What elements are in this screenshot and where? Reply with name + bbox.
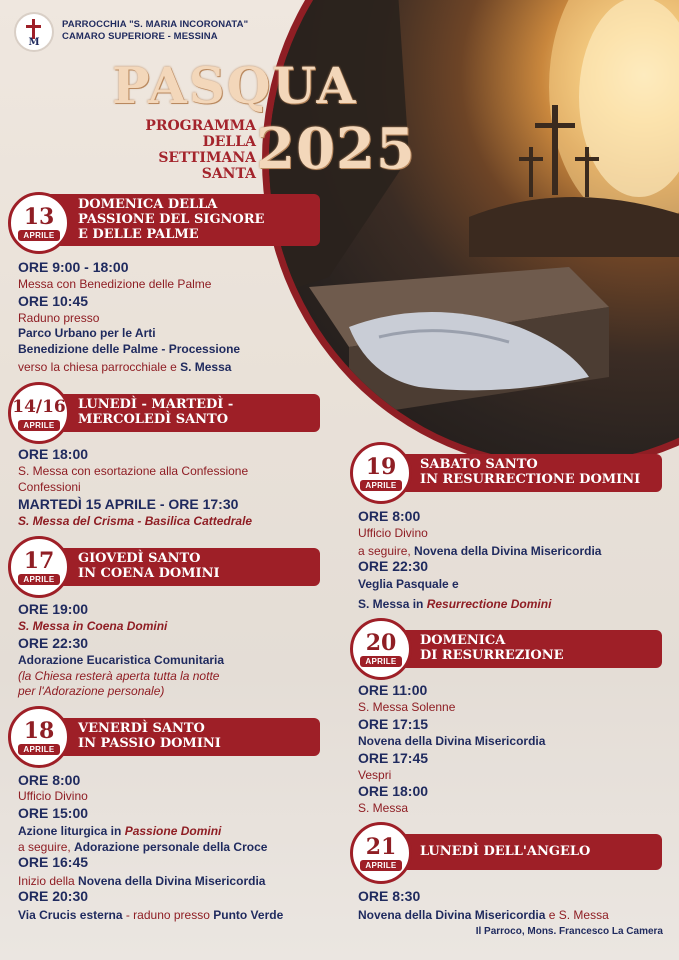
d19-time-2: ORE 22:30 [358,558,429,574]
d14-desc-1: S. Messa con esortazione alla Confessione [18,464,249,478]
day-18-month: APRILE [18,744,59,755]
d18-desc-2b: Passione Domini [124,824,222,838]
day-17-title [48,548,320,586]
d20-desc-4: S. Messa [358,801,409,815]
day-19-number: 19 [365,453,397,480]
subtitle [130,118,256,182]
day-13-title-line-3: E DELLE PALME [78,227,199,242]
d18-time-1: ORE 8:00 [18,772,81,788]
day-17-date-badge [8,536,70,598]
d18-desc-5a: Via Crucis esterna [18,908,123,922]
day-18-title-line-2: IN PASSIO DOMINI [78,736,221,751]
day-13-date-badge [8,192,70,254]
day-17-number: 17 [23,547,55,574]
parish-logo [14,12,54,52]
day-14-16-date-badge [8,382,70,444]
day-18-title [48,718,320,756]
day-20-date-badge [350,618,412,680]
d14-time-2: MARTEDÌ 15 APRILE - ORE 17:30 [18,496,239,512]
day-14-number: 14/16 [12,396,66,417]
d20-time-3: ORE 17:45 [358,750,429,766]
d19-time-1: ORE 8:00 [358,508,421,524]
d18-desc-3b: Adorazione personale della Croce [74,840,268,854]
day-13-month: APRILE [18,230,59,241]
d21-desc-1b: e S. Messa [545,908,609,922]
d21-desc-1a: Novena della Divina Misericordia [358,908,546,922]
day-14-title-line-2: MERCOLEDÌ SANTO [78,412,229,427]
subtitle-line-4: SANTA [201,166,256,182]
day-19-date-badge [350,442,412,504]
d17-desc-4: per l'Adorazione personale) [18,684,165,698]
d17-desc-3: (la Chiesa resterà aperta tutta la notte [18,669,220,683]
d13-desc-2: Raduno presso [18,311,100,325]
parish-line-1: PARROCCHIA "S. MARIA INCORONATA" [62,19,249,30]
d18-desc-3a: a seguire, [18,840,75,854]
title-year: 2025 [256,116,416,182]
d20-desc-3: Vespri [358,768,392,782]
d19-desc-4b: Resurrectione Domini [426,597,552,611]
day-13-title [48,194,320,246]
d20-time-1: ORE 11:00 [358,682,428,698]
parish-name [62,19,248,43]
d18-desc-1: Ufficio Divino [18,789,88,803]
d13-desc-5a: verso la chiesa parrocchiale e [18,360,181,374]
cross-monogram-icon [19,17,49,47]
d18-time-3: ORE 16:45 [18,854,89,870]
d18-desc-4b: Novena della Divina Misericordia [78,874,266,888]
d13-desc-5b: S. Messa [180,360,232,374]
day-18-title-line-1: VENERDÌ SANTO [78,721,205,736]
d17-time-1: ORE 19:00 [18,601,89,617]
d20-time-2: ORE 17:15 [358,716,429,732]
d18-desc-4a: Inizio della [18,874,79,888]
day-20-title [390,630,662,668]
d18-time-4: ORE 20:30 [18,888,89,904]
day-21-month: APRILE [360,860,401,871]
d18-desc-5 [18,906,283,924]
d18-desc-5c: Punto Verde [213,908,284,922]
d17-desc-1: S. Messa in Coena Domini [18,619,168,633]
day-14-title-line-1: LUNEDÌ - MARTEDÌ - [78,397,234,412]
d18-desc-5b: - raduno presso [122,908,214,922]
day-20-title-line-1: DOMENICA [420,633,506,648]
d19-desc-3: Veglia Pasquale e [358,577,459,591]
day-17-title-line-2: IN COENA DOMINI [78,566,220,581]
day-13-number: 13 [23,203,55,230]
day-20-month: APRILE [360,656,401,667]
d13-desc-3: Parco Urbano per le Arti [18,326,156,340]
day-21-title [390,834,662,870]
d21-desc-1 [358,906,609,924]
day-19-title-line-1: SABATO SANTO [420,457,538,472]
subtitle-line-1: PROGRAMMA [145,118,256,134]
d13-desc-1: Messa con Benedizione delle Palme [18,277,212,291]
day-20-title-line-2: DI RESURREZIONE [420,648,564,663]
subtitle-line-2: DELLA [202,134,256,150]
d19-desc-2b: Novena della Divina Misericordia [414,544,602,558]
d14-time-1: ORE 18:00 [18,446,89,462]
d19-desc-4 [358,595,551,613]
parish-line-2: CAMARO SUPERIORE - MESSINA [62,31,218,42]
day-13-title-line-2: PASSIONE DEL SIGNORE [78,212,265,227]
day-13-title-line-1: DOMENICA DELLA [78,197,218,212]
d19-desc-1: Ufficio Divino [358,526,428,540]
d18-desc-2a: Azione liturgica in [18,824,125,838]
day-19-title [390,454,662,492]
title-pasqua: PASQUA [112,56,358,115]
d13-desc-5 [18,358,231,376]
d20-time-4: ORE 18:00 [358,783,429,799]
d19-desc-2a: a seguire, [358,544,415,558]
day-21-date-badge [350,822,412,884]
d19-desc-4a: S. Messa in [358,597,427,611]
day-17-month: APRILE [18,574,59,585]
day-19-month: APRILE [360,480,401,491]
day-17-title-line-1: GIOVEDÌ SANTO [78,551,201,566]
d17-time-2: ORE 22:30 [18,635,89,651]
day-21-number: 21 [365,833,397,860]
d21-time-1: ORE 8:30 [358,888,421,904]
d18-time-2: ORE 15:00 [18,805,89,821]
day-19-title-line-2: IN RESURRECTIONE DOMINI [420,472,641,487]
d14-desc-3: S. Messa del Crisma - Basilica Cattedrale [18,514,253,528]
svg-text:M: M [28,37,40,47]
d20-desc-1: S. Messa Solenne [358,700,456,714]
d13-time-2: ORE 10:45 [18,293,89,309]
parish-priest-signature: Il Parroco, Mons. Francesco La Camera [475,926,663,937]
day-20-number: 20 [365,629,397,656]
day-14-16-title [48,394,320,432]
day-14-month: APRILE [18,420,59,431]
d20-desc-2: Novena della Divina Misericordia [358,734,546,748]
subtitle-line-3: SETTIMANA [158,150,256,166]
d17-desc-2: Adorazione Eucaristica Comunitaria [18,653,225,667]
d13-desc-4: Benedizione delle Palme - Processione [18,342,241,356]
day-21-title-line-1: LUNEDÌ DELL'ANGELO [420,844,591,859]
d13-time-1: ORE 9:00 - 18:00 [18,259,129,275]
d14-desc-2: Confessioni [18,480,81,494]
day-18-date-badge [8,706,70,768]
day-18-number: 18 [23,717,55,744]
